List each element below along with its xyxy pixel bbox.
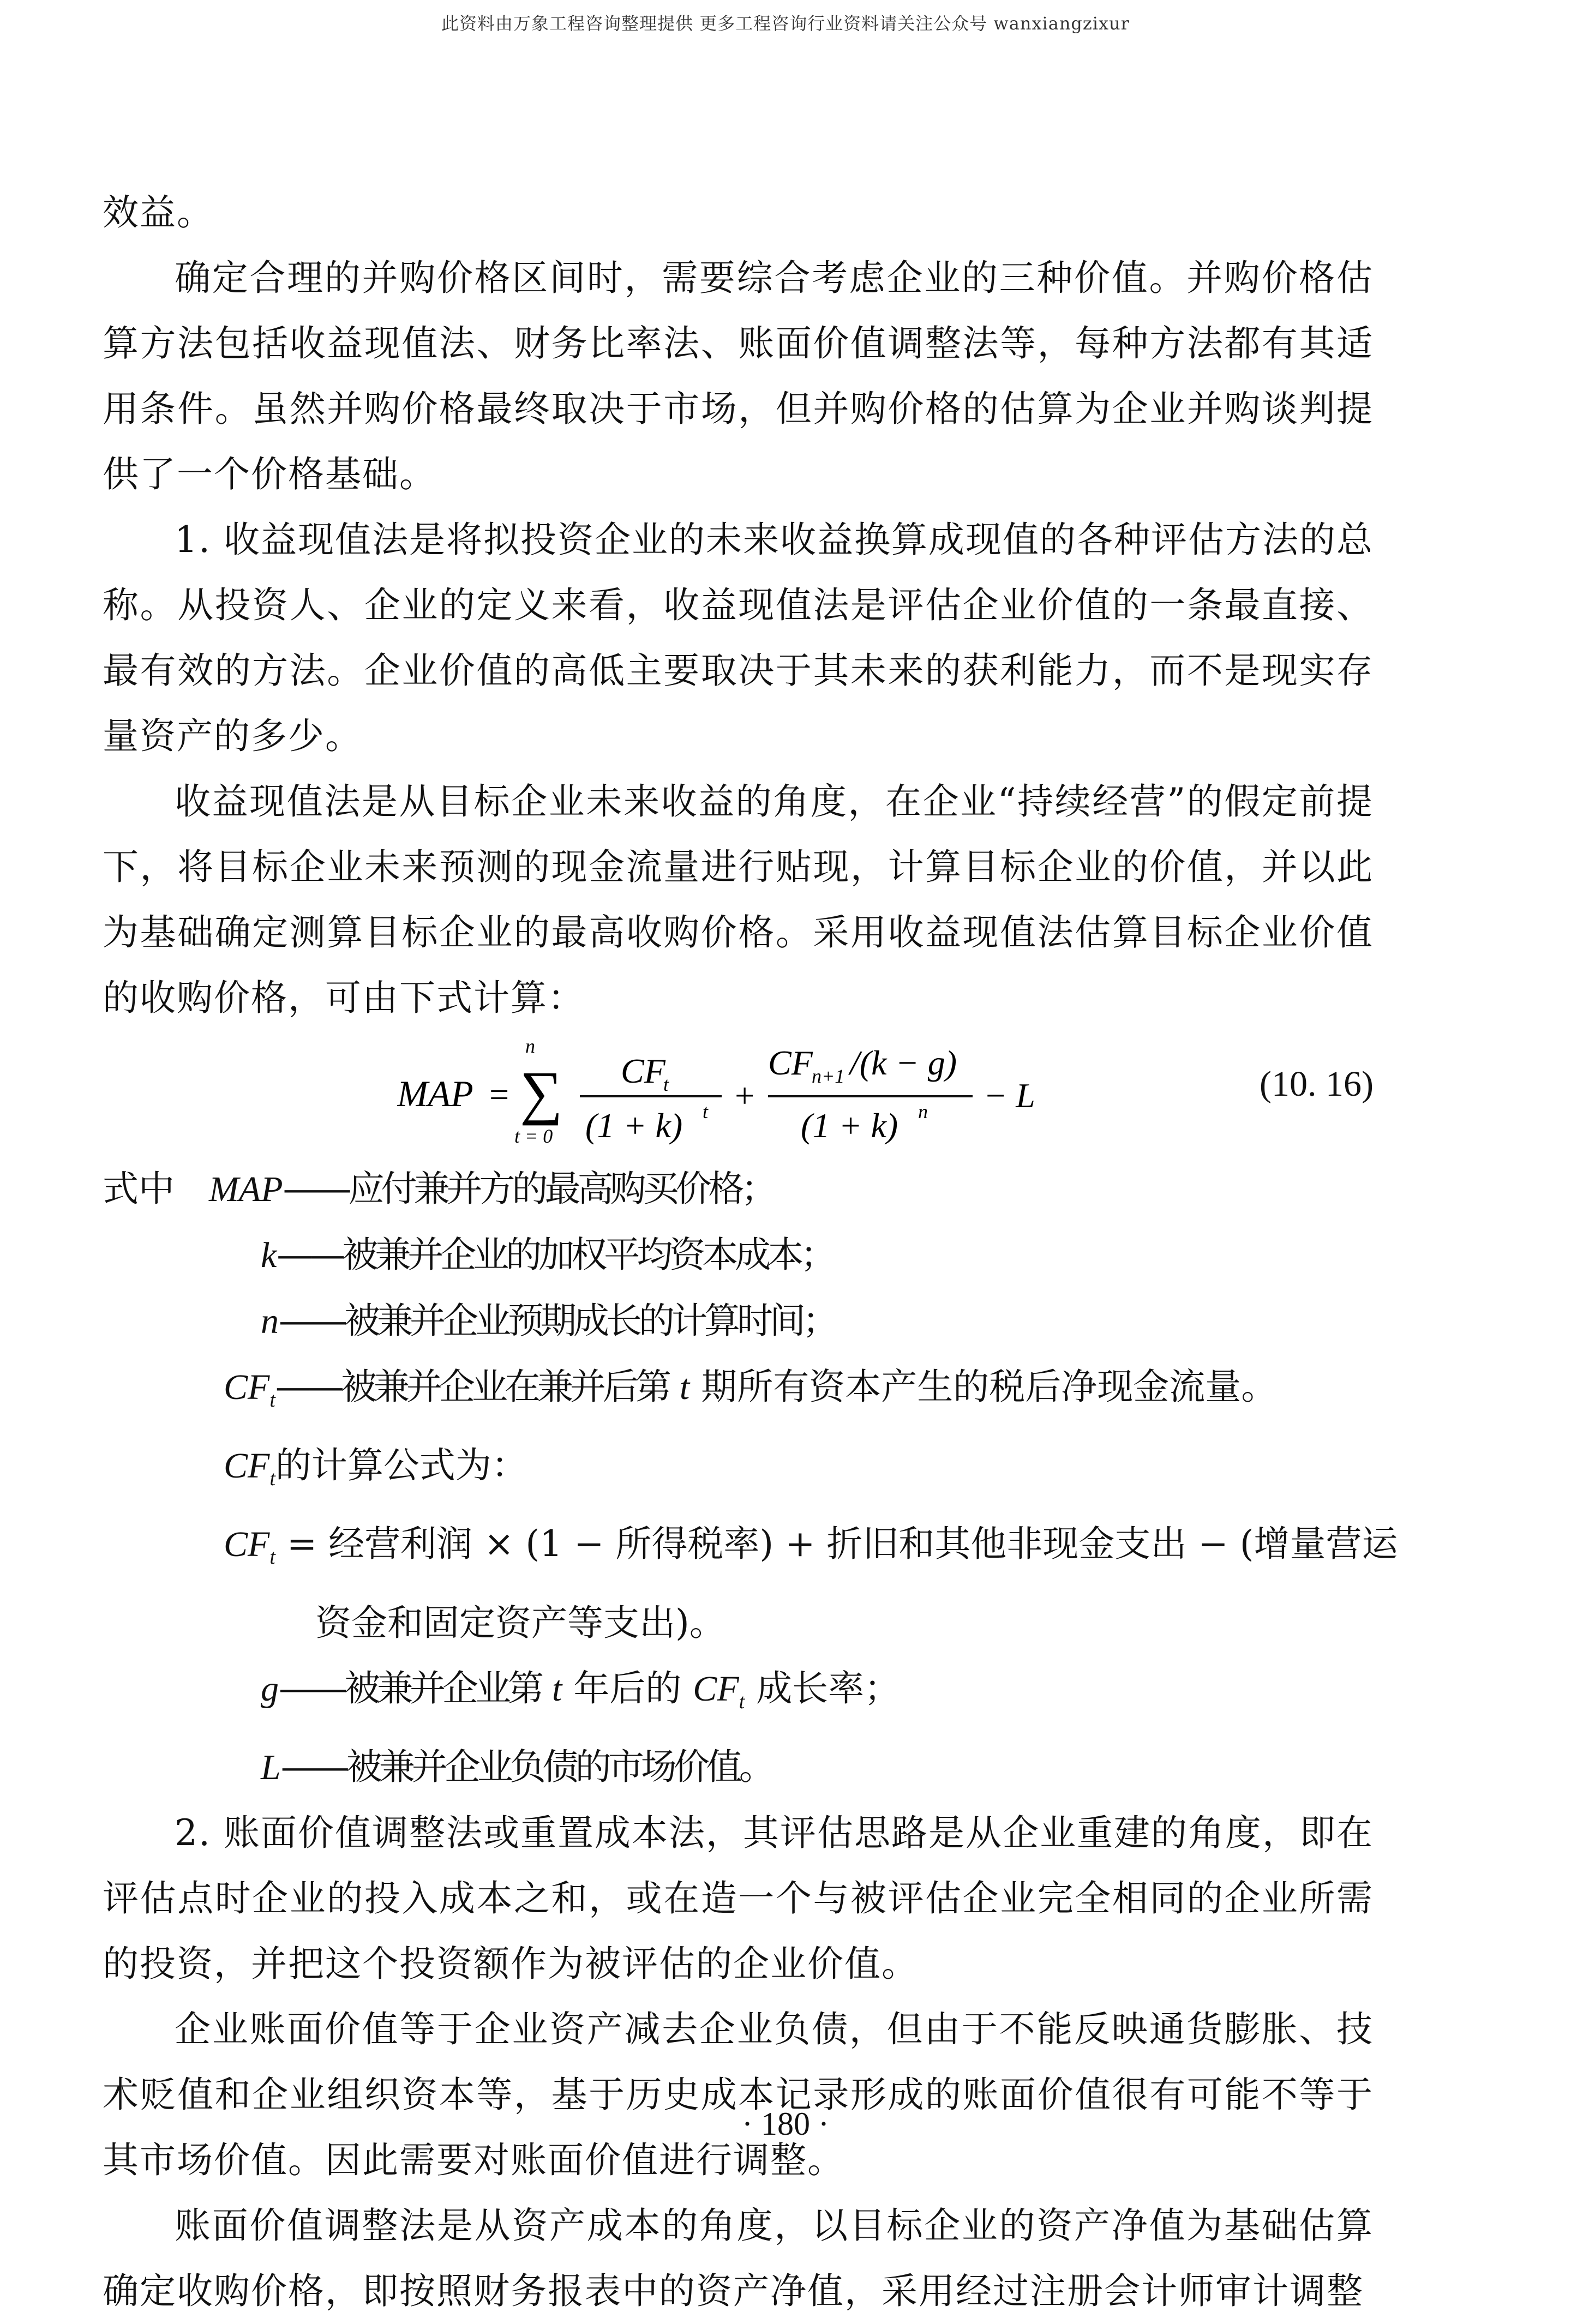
formula-lhs: MAP xyxy=(397,1073,473,1114)
paragraph-income-method: 1. 收益现值法是将拟投资企业的未来收益换算成现值的各种评估方法的总称。从投资人、企业的定义来看，收益现值法是评估企业价值的一条最直接、最有效的方法。企业价值的高低主要取决于其未来的获利能力，而不是现实存量资产的多少。 xyxy=(103,519,1374,757)
def-n xyxy=(103,1288,1374,1354)
formula-10-16 xyxy=(103,1031,1374,1156)
def-cf xyxy=(103,1354,1374,1433)
def-g-cf: CF xyxy=(693,1668,739,1709)
def-g-t: t xyxy=(551,1668,562,1709)
paragraph-book-value-detail: 账面价值调整法是从资产成本的角度，以目标企业的资产净值为基础估算确定收购价格，即按照财务报表中的资产净值，采用经过注册会计师审计调整 xyxy=(103,2204,1374,2312)
def-g-cf-sub: t xyxy=(739,1690,745,1713)
def-cf-sub: t xyxy=(269,1389,275,1412)
def-l-text: ——被兼并企业负债的市场价值。 xyxy=(280,1745,772,1788)
page-header-watermark: 此资料由万象工程咨询整理提供 更多工程咨询行业资料请关注公众号 wanxiangzixur xyxy=(441,13,1130,34)
def-map-sym: MAP xyxy=(208,1169,283,1209)
def-cf-formula-a: = 经营利润 × (1 − 所得税率) + 折旧和其他非现金支出 − (增量营运 xyxy=(275,1523,1398,1565)
def-cf-formula xyxy=(103,1511,1398,1590)
formula-sum-upper: n xyxy=(525,1035,535,1057)
def-g xyxy=(103,1656,1374,1734)
def-g-sym: g xyxy=(261,1668,279,1709)
formula-sigma: ∑ xyxy=(520,1059,563,1126)
def-cf-text-a: ——被兼并企业在兼并后第 xyxy=(275,1366,668,1408)
formula-frac2-den-sup: n xyxy=(918,1101,928,1122)
formula-minus-l: − L xyxy=(984,1076,1035,1115)
paragraph-book-value-adjust: 企业账面价值等于企业资产减去企业负债，但由于不能反映通货膨胀、技术贬值和企业组织资本等，基于历史成本记录形成的账面价值很有可能不等于其市场价值。因此需要对账面价值进行调整。 xyxy=(103,2008,1374,2181)
def-map-text: ——应付兼并方的最高购买价格； xyxy=(283,1168,774,1210)
formula-definitions xyxy=(103,1156,1398,1800)
def-n-text: ——被兼并企业预期成长的计算时间； xyxy=(279,1300,835,1342)
def-cf-formula-label xyxy=(103,1433,1374,1511)
def-lead: 式中 xyxy=(103,1168,175,1210)
def-cf2-sub: t xyxy=(269,1467,275,1491)
def-cf-label-text: 的计算公式为： xyxy=(275,1444,527,1487)
def-cf-sym: CF xyxy=(224,1367,270,1407)
def-cf2-sym: CF xyxy=(224,1446,270,1486)
def-l xyxy=(103,1734,1374,1800)
formula-frac2-den: (1 + k) xyxy=(801,1106,898,1145)
paragraph-book-value-method: 2. 账面价值调整法或重置成本法，其评估思路是从企业重建的角度，即在评估点时企业的投入成本之和，或在造一个与被评估企业完全相同的企业所需的投资，并把这个投资额作为被评估的企业价值。 xyxy=(103,1811,1374,1985)
formula-frac2-num-rest: /(k − g) xyxy=(850,1043,957,1082)
def-k-sym: k xyxy=(261,1235,277,1275)
def-n-sym: n xyxy=(261,1301,279,1341)
formula-frac1-num-sub: t xyxy=(663,1073,669,1095)
formula-frac1-den: (1 + k) xyxy=(585,1106,683,1145)
def-l-sym: L xyxy=(261,1747,281,1787)
def-cf3-sym: CF xyxy=(224,1524,270,1565)
paragraph-income-method-detail: 收益现值法是从目标企业未来收益的角度，在企业“持续经营”的假定前提下，将目标企业未来预测的现金流量进行贴现，计算目标企业的价值，并以此为基础确定测算目标企业的最高收购价格。采用收益现值法估算目标企业价值的收购价格，可由下式计算： xyxy=(103,780,1374,1019)
def-k xyxy=(103,1222,1374,1288)
def-k-text: ——被兼并企业的加权平均资本成本； xyxy=(277,1234,834,1276)
def-g-text-a: ——被兼并企业第 xyxy=(279,1667,541,1709)
formula-sum-lower: t = 0 xyxy=(514,1125,553,1147)
def-cf-formula-cont xyxy=(103,1590,1374,1656)
def-cf3-sub: t xyxy=(269,1546,275,1569)
formula-frac2-num-sub: n+1 xyxy=(812,1065,845,1087)
def-cf-t: t xyxy=(679,1367,690,1407)
def-g-text-c: 成长率； xyxy=(756,1667,901,1709)
def-map xyxy=(103,1156,1374,1222)
formula-frac1-den-sup: t xyxy=(703,1101,709,1122)
formula-map xyxy=(397,1031,1161,1156)
paragraph-price-range: 确定合理的并购价格区间时，需要综合考虑企业的三种价值。并购价格估算方法包括收益现值法、财务比率法、账面价值调整法等，每种方法都有其适用条件。虽然并购价格最终取决于市场，但并购价格的估算为企业并购谈判提供了一个价格基础。 xyxy=(103,257,1374,495)
def-g-text-b: 年后的 xyxy=(573,1667,682,1709)
document-body xyxy=(103,180,1398,2324)
def-cf-text-b: 期所有资本产生的税后净现金流量。 xyxy=(701,1366,1278,1408)
formula-eq: = xyxy=(487,1075,511,1114)
formula-frac2-num: CF xyxy=(768,1043,813,1082)
paragraph-continuation: 效益。 xyxy=(103,191,214,233)
page-number: · 180 · xyxy=(742,2106,829,2142)
formula-plus: + xyxy=(733,1076,757,1115)
formula-number: (10. 16) xyxy=(1260,1064,1374,1104)
def-cf-formula-b: 资金和固定资产等支出)。 xyxy=(315,1601,725,1644)
formula-frac1-num: CF xyxy=(621,1052,665,1090)
